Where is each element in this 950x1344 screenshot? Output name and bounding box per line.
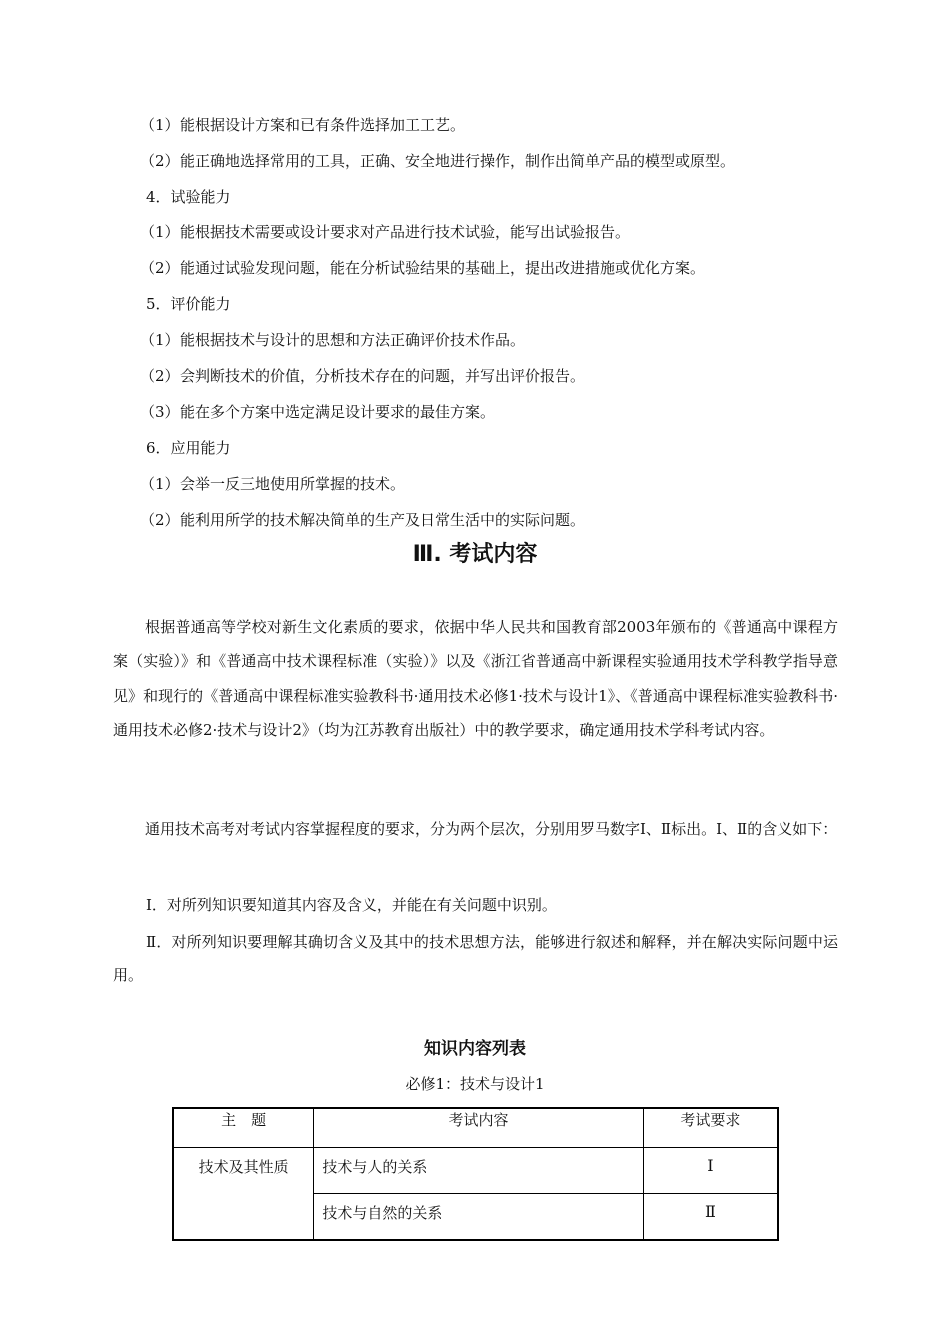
list-item <box>140 115 465 135</box>
item-text: 能根据技术需要或设计要求对产品进行技术试验，能写出试验报告。 <box>180 223 631 241</box>
header-topic: 主 题 <box>173 1108 314 1148</box>
topic-cell: 技术及其性质 <box>173 1148 314 1241</box>
content-cell: 技术与人的关系 <box>314 1148 643 1194</box>
item-text: 会举一反三地使用所掌握的技术。 <box>180 475 406 493</box>
item-number: （2） <box>140 259 180 277</box>
item-text: 能在多个方案中选定满足设计要求的最佳方案。 <box>180 403 496 421</box>
content-cell: 技术与自然的关系 <box>314 1194 643 1241</box>
subsection-title: 6．应用能力 <box>146 439 231 457</box>
table-row <box>173 1148 778 1194</box>
item-number: （2） <box>140 152 180 170</box>
table-caption: 必修1：技术与设计1 <box>405 1075 545 1093</box>
requirement-cell: Ⅰ <box>643 1148 778 1194</box>
list-item <box>140 222 630 242</box>
item-text: 能利用所学的技术解决简单的生产及日常生活中的实际问题。 <box>180 511 586 529</box>
table-header-row <box>173 1108 778 1148</box>
list-item <box>140 330 525 350</box>
paragraph-level-2: Ⅱ．对所列知识要理解其确切含义及其中的技术思想方法，能够进行叙述和解释，并在解决实际问题中运用。 <box>113 933 838 984</box>
subsection-title: 5．评价能力 <box>146 295 231 313</box>
paragraph-levels: 通用技术高考对考试内容掌握程度的要求，分为两个层次，分别用罗马数字Ⅰ、Ⅱ标出。Ⅰ、Ⅱ的含义如下： <box>145 820 838 838</box>
item-number: （3） <box>140 403 180 421</box>
item-text: 会判断技术的价值，分析技术存在的问题，并写出评价报告。 <box>180 367 586 385</box>
item-number: （1） <box>140 475 180 493</box>
item-text: 能根据设计方案和已有条件选择加工工艺。 <box>180 116 466 134</box>
item-number: （2） <box>140 367 180 385</box>
paragraph-level-1: Ⅰ．对所列知识要知道其内容及含义，并能在有关问题中识别。 <box>146 896 557 914</box>
item-text: 能根据技术与设计的思想和方法正确评价技术作品。 <box>180 331 526 349</box>
knowledge-table <box>172 1107 779 1241</box>
list-item <box>140 258 705 278</box>
list-item <box>140 366 585 386</box>
item-number: （2） <box>140 511 180 529</box>
header-content: 考试内容 <box>314 1108 643 1148</box>
list-item <box>140 510 585 530</box>
requirement-cell: Ⅱ <box>643 1194 778 1241</box>
item-text: 能通过试验发现问题，能在分析试验结果的基础上，提出改进措施或优化方案。 <box>180 259 706 277</box>
paragraph-basis: 根据普通高等学校对新生文化素质的要求，依据中华人民共和国教育部2003年颁布的《普通高中课程方案（实验）》和《普通高中技术课程标准（实验）》以及《浙江省普通高中新课程实验通用技术学科教学指导意见》和现行的《普通高中课程标准实验教科书·通用技术必修1·技术与设计1》、《普通高中课程标准实验教科书·通用技术必修2·技术与设计2》（均为江苏教育出版社）中的教学要求，确定通用技术学科考试内容。 <box>113 618 838 740</box>
section-heading: Ⅲ. 考试内容 <box>412 542 538 567</box>
item-text: 能正确地选择常用的工具，正确、安全地进行操作，制作出简单产品的模型或原型。 <box>180 152 736 170</box>
table-title: 知识内容列表 <box>424 1039 526 1059</box>
list-item <box>140 402 495 422</box>
list-item <box>140 474 405 494</box>
header-requirement: 考试要求 <box>643 1108 778 1148</box>
item-number: （1） <box>140 331 180 349</box>
subsection-title: 4．试验能力 <box>146 188 231 206</box>
list-item <box>140 151 735 171</box>
item-number: （1） <box>140 223 180 241</box>
item-number: （1） <box>140 116 180 134</box>
